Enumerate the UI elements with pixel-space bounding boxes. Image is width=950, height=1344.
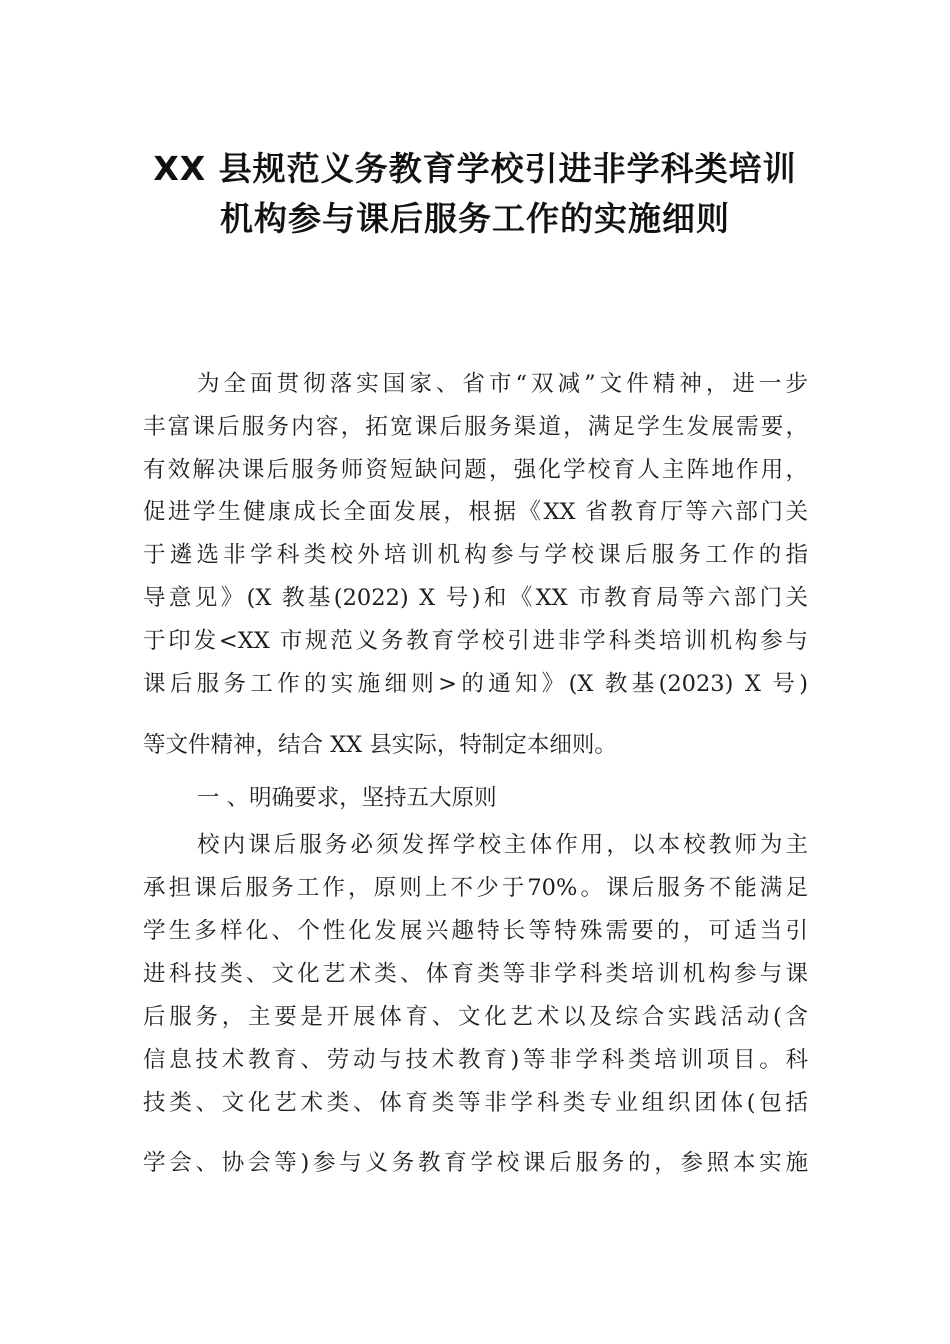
paragraph-2-line-1: 校内课后服务必须发挥学校主体作用，以本校教师为主	[197, 832, 808, 858]
paragraph-1-line-5: 于遴选非学科类校外培训机构参与学校课后服务工作的指	[143, 542, 808, 568]
section-heading-1: 一 、明确要求，坚持五大原则	[197, 785, 497, 811]
paragraph-2-line-3: 学生多样化、个性化发展兴趣特长等特殊需要的，可适当引	[143, 918, 808, 944]
paragraph-1-line-2: 丰富课后服务内容，拓宽课后服务渠道，满足学生发展需要，	[143, 414, 808, 440]
paragraph-1-line-1: 为全面贯彻落实国家、省市“双减”文件精神，进一步	[197, 371, 808, 397]
paragraph-1-line-3: 有效解决课后服务师资短缺问题，强化学校育人主阵地作用，	[143, 457, 808, 483]
paragraph-2-line-4: 进科技类、文化艺术类、体育类等非学科类培训机构参与课	[143, 961, 808, 987]
paragraph-2-line-2: 承担课后服务工作，原则上不少于70%。课后服务不能满足	[143, 875, 808, 901]
paragraph-1-line-8: 课后服务工作的实施细则>的通知》(X 教基(2023) X 号)	[143, 671, 808, 697]
document-title-line-1: XX 县规范义务教育学校引进非学科类培训	[153, 149, 797, 188]
paragraph-2-line-6: 信息技术教育、劳动与技术教育)等非学科类培训项目。科	[143, 1047, 808, 1073]
paragraph-2-line-7: 技类、文化艺术类、体育类等非学科类专业组织团体(包括	[143, 1090, 808, 1116]
paragraph-1-line-4: 促进学生健康成长全面发展，根据《XX 省教育厅等六部门关	[143, 499, 808, 525]
paragraph-1-line-9: 等文件精神，结合 XX 县实际，特制定本细则。	[143, 732, 617, 758]
paragraph-2-line-8: 学会、协会等)参与义务教育学校课后服务的，参照本实施	[143, 1150, 808, 1176]
paragraph-2-line-5: 后服务，主要是开展体育、文化艺术以及综合实践活动(含	[143, 1004, 808, 1030]
paragraph-1-line-7: 于印发<XX 市规范义务教育学校引进非学科类培训机构参与	[143, 628, 808, 654]
document-title-line-2: 机构参与课后服务工作的实施细则	[220, 199, 730, 238]
paragraph-1-line-6: 导意见》(X 教基(2022) X 号)和《XX 市教育局等六部门关	[143, 585, 808, 611]
